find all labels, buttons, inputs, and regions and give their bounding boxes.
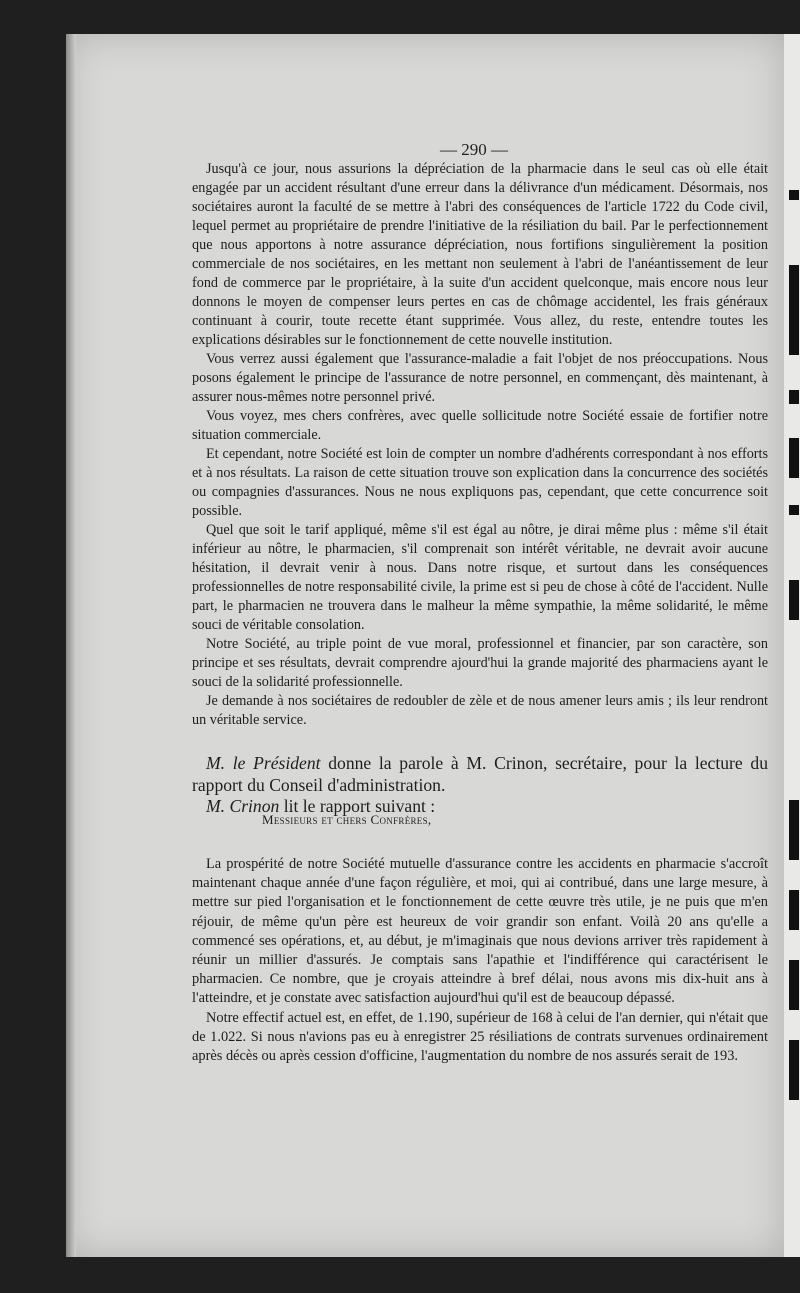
minutes-text: lit le rapport suivant : [279, 796, 436, 816]
session-minutes [192, 753, 768, 818]
paragraph: Vous voyez, mes chers confrères, avec quelle sollicitude notre Société essaie de fortifier notre situation commerciale. [192, 408, 768, 443]
paragraph: Et cependant, notre Société est loin de compter un nombre d'adhérents correspondant à nos efforts et à nos résultats. La raison de cette situation trouve son explication dans la concurrence des sociétés ou compagnies d'assurances. Nous ne nous expliquons pas, cependant, que cette concurrence soit possible. [192, 446, 768, 519]
edge-mark [789, 1040, 799, 1100]
text-block-top [192, 160, 768, 730]
paragraph: Vous verrez aussi également que l'assurance-maladie a fait l'objet de nos préoccupations. Nous posons également le principe de l'assurance de notre personnel, en commençant, dès maintenant, à assurer nous-mêmes notre personnel privé. [192, 351, 768, 405]
speaker-name: M. le Président [206, 753, 321, 773]
paragraph: Notre Société, au triple point de vue moral, professionnel et financier, par son caractère, son principe et ses résultats, devrait comprendre ajourd'hui la grande majorité des pharmaciens ayant le souci de la solidarité professionnelle. [192, 636, 768, 690]
paragraph: Jusqu'à ce jour, nous assurions la dépréciation de la pharmacie dans le seul cas où elle était engagée par un accident résultant d'une erreur dans la délivrance d'un médicament. Désormais, nos sociétaires auront la faculté de se mettre à l'abri des conséquences de l'article 1722 du Code civil, lequel permet au propriétaire de prendre l'initiative de la résiliation du bail. Par le perfectionnement que nous apportons à notre assurance dépréciation, nous fortifions singulièrement la position commerciale de nos sociétaires, en les mettant non seulement à l'abri de l'anéantissement de leur fond de commerce par le propriétaire, à la suite d'un accident quelconque, mais encore nous leur donnons le moyen de compenser leurs pertes en cas de chômage accidentel, les frais généraux continuant à courir, toute recette étant supprimée. Vous allez, du reste, entendre toutes les explications désirables sur le fonctionnement de cette nouvelle institution. [192, 161, 768, 348]
edge-mark [789, 960, 799, 1010]
edge-mark [789, 580, 799, 620]
page-gutter-shadow [66, 34, 76, 1257]
edge-mark [789, 505, 799, 515]
edge-mark [789, 800, 799, 860]
edge-mark [789, 390, 799, 404]
edge-mark [789, 890, 799, 930]
edge-mark [789, 265, 799, 355]
paragraph: La prospérité de notre Société mutuelle d'assurance contre les accidents en pharmacie s'accroît maintenant chaque année d'une façon régulière, et moi, qui ai contribué, dans une large mesure, à mettre sur pied l'organisation et le fonctionnement de cette œuvre très utile, je ne puis que m'en réjouir, de même qu'un père est heureux de voir grandir son enfant. Voilà 20 ans qu'elle a commencé ses opérations, et, au début, je m'imaginais que nous devions arriver très rapidement à réunir un millier d'assurés. Je comptais sans l'apathie et l'indifférence qui caractérisent le pharmacien. Ce nombre, que je croyais atteindre à bref délai, nous avons mis dix-huit ans à l'atteindre, et je constate avec satisfaction aujourd'hui qu'il est de beaucoup dépassé. [192, 856, 768, 1007]
page-number: — 290 — [440, 140, 508, 159]
edge-mark [789, 190, 799, 200]
minutes-text: donne la parole à M. Crinon, secrétaire, pour la lecture du rapport du Conseil d'administration. [192, 753, 768, 795]
report-salutation: Messieurs et chers Confrères, [262, 812, 432, 827]
paragraph: Notre effectif actuel est, en effet, de 1.190, supérieur de 168 à celui de l'an dernier, qui n'était que de 1.022. Si nous n'avions pas eu à enregistrer 25 résiliations de contrats survenues ordinairement après décès ou après cession d'officine, l'augmentation du nombre de nos assurés serait de 193. [192, 1009, 768, 1065]
speaker-name: M. Crinon [206, 796, 280, 816]
edge-mark [789, 438, 799, 478]
minutes-line [192, 753, 768, 796]
paragraph: Je demande à nos sociétaires de redoubler de zèle et de nous amener leurs amis ; ils leur rendront un véritable service. [192, 693, 768, 728]
text-block-report [192, 855, 768, 1066]
paragraph: Quel que soit le tarif appliqué, même s'il est égal au nôtre, je dirai même plus : même s'il était inférieur au nôtre, le pharmacien, s'il comprenait son intérêt véritable, ne devrait avoir aucune hésitation, il devrait venir à nous. Dans notre risque, et surtout dans les conséquences professionnelles de notre responsabilité civile, la prime est si peu de chose à côté de l'accident. Nulle part, le pharmacien ne trouvera dans le malheur la même sympathie, la même solidarité, le même souci de véritable consolation. [192, 522, 768, 633]
